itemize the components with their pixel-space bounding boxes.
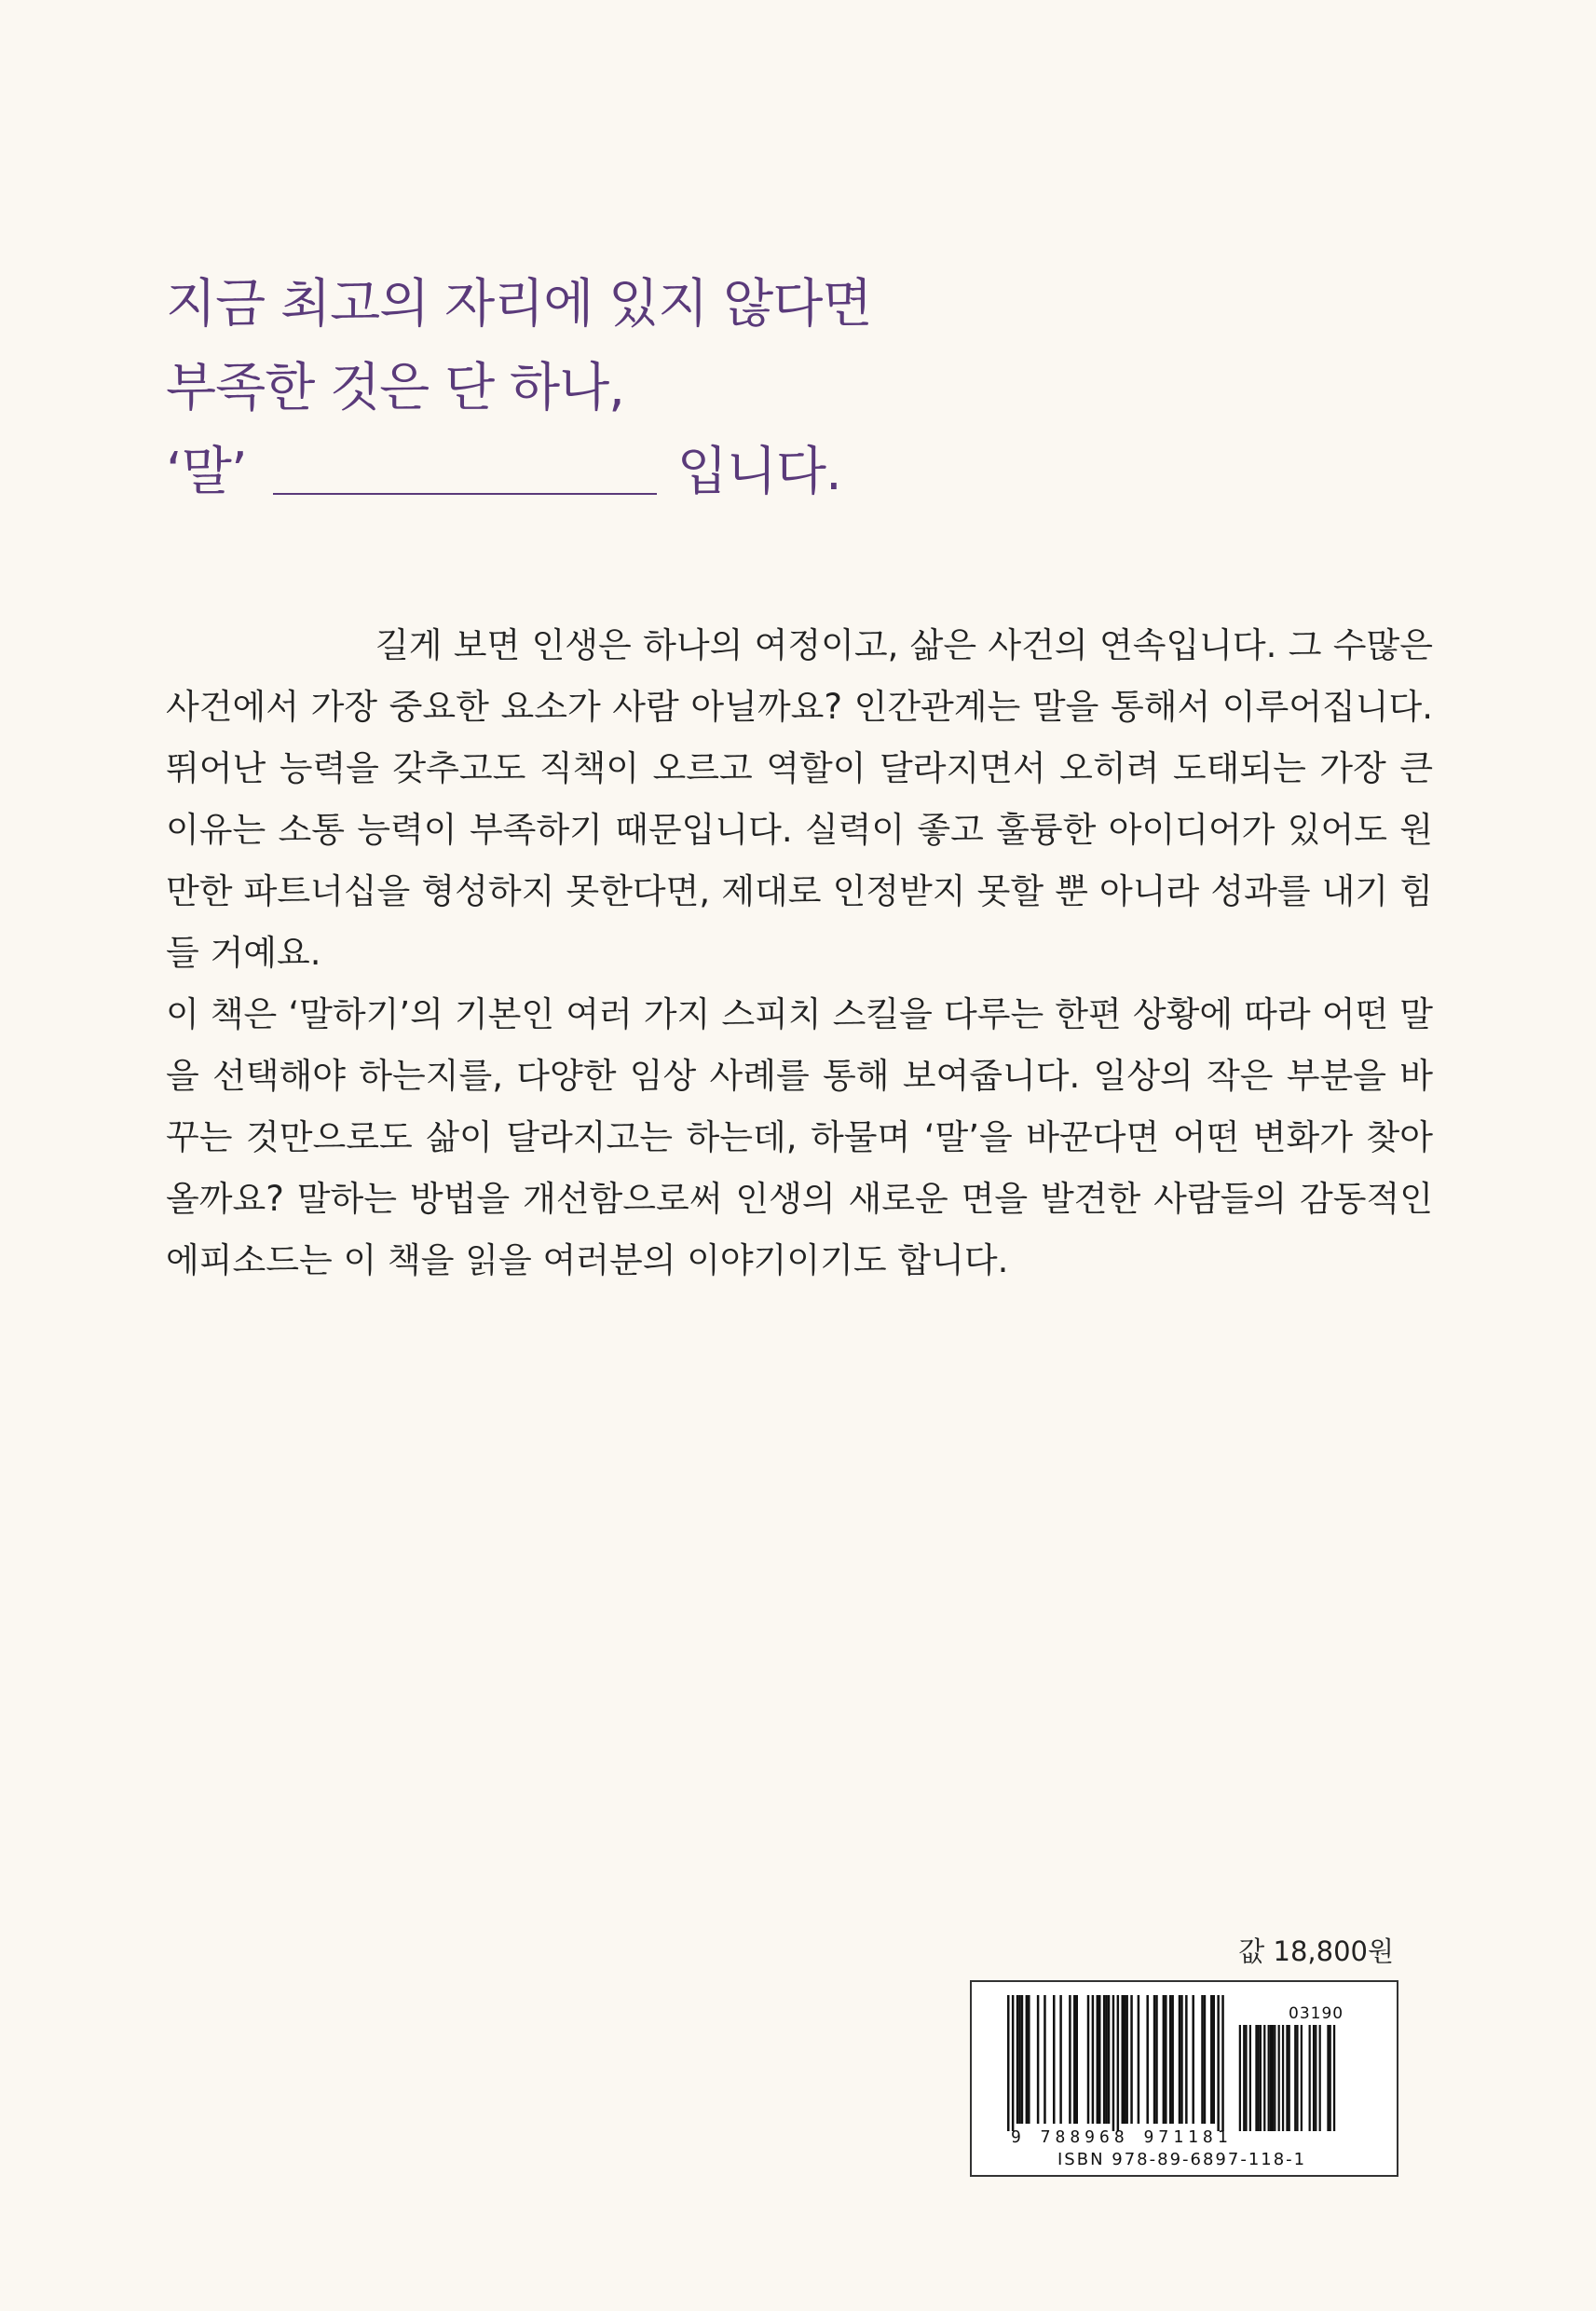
barcode-bar <box>1112 1995 1115 2131</box>
barcode-bar <box>1007 1995 1010 2131</box>
barcode-bar <box>1204 1995 1207 2124</box>
blurb-text <box>166 615 1433 1292</box>
barcode-bar <box>1069 1995 1071 2124</box>
barcode-bar <box>1201 1995 1204 2124</box>
barcode-addon-bar <box>1309 2025 1311 2131</box>
barcode-addon-bar <box>1263 2025 1265 2131</box>
barcode-addon-bar <box>1286 2025 1288 2131</box>
headline-line-1: 지금 최고의 자리에 있지 않다면 <box>166 274 872 335</box>
barcode-bar <box>1122 1995 1125 2124</box>
barcode-bar <box>1092 1995 1095 2124</box>
blurb-line: 사건에서 가장 중요한 요소가 사람 아닐까요? 인간관계는 말을 통해서 이루어집니다. <box>166 687 1433 727</box>
blurb-line: 만한 파트너십을 형성하지 못한다면, 제대로 인정받지 못할 뿐 아니라 성과를 내기 힘 <box>166 871 1433 911</box>
barcode-bar <box>1125 1995 1128 2124</box>
barcode-bar <box>1097 1995 1099 2124</box>
barcode-bar <box>1018 1995 1021 2124</box>
barcode-addon-bar <box>1296 2025 1298 2131</box>
blurb-line: 이 책은 ‘말하기’의 기본인 여러 가지 스피치 스킬을 다루는 한편 상황에 따라 어떤 말 <box>166 994 1433 1034</box>
barcode-bar <box>1221 1995 1224 2131</box>
barcode-bar <box>1169 1995 1172 2124</box>
barcode-bar <box>1138 1995 1140 2124</box>
barcode-bar <box>1073 1995 1076 2124</box>
barcode-bar <box>1217 1995 1220 2131</box>
barcode-addon-bar <box>1327 2025 1329 2131</box>
blurb-line: 뛰어난 능력을 갖추고도 직책이 오르고 역할이 달라지면서 오히려 도태되는 가장 큰 <box>166 748 1433 788</box>
barcode-bar <box>1185 1995 1188 2124</box>
barcode-addon-bar <box>1243 2025 1245 2131</box>
blurb-line: 을 선택해야 하는지를, 다양한 임상 사례를 통해 보여줍니다. 일상의 작은 부분을 바 <box>166 1056 1433 1096</box>
blurb-line: 꾸는 것만으로도 삶이 달라지고는 하는데, 하물며 ‘말’을 바꾼다면 어떤 변화가 찾아 <box>166 1117 1433 1157</box>
barcode-bar <box>1053 1995 1056 2124</box>
barcode-addon-bar <box>1301 2025 1303 2131</box>
barcode-addon-bar <box>1249 2025 1251 2131</box>
barcode-addon-bar <box>1260 2025 1262 2131</box>
barcode-bar <box>1021 1995 1024 2124</box>
barcode-addon-bar <box>1239 2025 1241 2131</box>
barcode-addon-bar <box>1255 2025 1257 2131</box>
barcode-addon-bar <box>1330 2025 1331 2131</box>
barcode-main-digits: 9 788968 971181 <box>1011 2127 1233 2147</box>
barcode-bar <box>1016 1995 1019 2124</box>
barcode-addon-digits: 03190 <box>1289 2004 1344 2023</box>
barcode-addon-bar <box>1270 2025 1272 2131</box>
barcode-bar <box>1098 1995 1101 2124</box>
blurb-line: 올까요? 말하는 방법을 개선함으로써 인생의 새로운 면을 발견한 사람들의 감동적인 <box>166 1179 1433 1219</box>
blurb-line: 길게 보면 인생은 하나의 여정이고, 삶은 사건의 연속입니다. 그 수많은 <box>375 625 1433 665</box>
barcode-addon-bar <box>1274 2025 1275 2131</box>
barcode-addon-bar <box>1268 2025 1270 2131</box>
headline-quote-word: ‘말’ <box>166 442 247 502</box>
blurb-line: 에피소드는 이 책을 읽을 여러분의 이야기이기도 합니다. <box>166 1240 1009 1280</box>
barcode-bar <box>1108 1995 1111 2124</box>
barcode-bar <box>1105 1995 1108 2124</box>
barcode-addon-bar <box>1272 2025 1274 2131</box>
isbn-text: ISBN 978-89-6897-118-1 <box>1057 2150 1307 2169</box>
barcode-bar <box>1076 1995 1079 2124</box>
barcode-bar <box>1103 1995 1106 2124</box>
barcode-bar <box>1130 1995 1133 2124</box>
isbn-barcode <box>970 1980 1398 2177</box>
barcode-bar <box>1059 1995 1062 2124</box>
barcode-addon-bar <box>1319 2025 1321 2131</box>
headline-line-3-end: 입니다. <box>676 442 841 502</box>
barcode-bar <box>1026 1995 1029 2124</box>
barcode-bar <box>1180 1995 1183 2124</box>
barcode-bar <box>1087 1995 1090 2124</box>
barcode-bar <box>1124 1995 1126 2124</box>
barcode-bar <box>1146 1995 1149 2124</box>
headline <box>166 263 1284 514</box>
barcode-bar <box>1210 1995 1213 2124</box>
barcode-addon-bar <box>1282 2025 1284 2131</box>
barcode-bar <box>1037 1995 1040 2124</box>
barcode-bar <box>1028 1995 1030 2124</box>
blurb-line: 이유는 소통 능력이 부족하기 때문입니다. 실력이 좋고 훌륭한 아이디어가 있어도 원 <box>166 810 1433 850</box>
barcode-bar <box>1155 1995 1158 2124</box>
barcode-addon-bar <box>1294 2025 1296 2131</box>
barcode-addon-bar <box>1313 2025 1315 2131</box>
barcode-bar <box>1153 1995 1156 2124</box>
barcode-addon-bar <box>1258 2025 1260 2131</box>
barcode-bar <box>1044 1995 1046 2124</box>
barcode-addon-bar <box>1333 2025 1335 2131</box>
barcode-addon-bar <box>1315 2025 1316 2131</box>
headline-line-2: 부족한 것은 단 하나, <box>166 358 624 418</box>
barcode-addon-bar <box>1289 2025 1290 2131</box>
barcode-addon-bar <box>1245 2025 1247 2131</box>
blurb-line: 들 거예요. <box>166 933 321 973</box>
barcode-bar <box>1012 1995 1015 2131</box>
headline-line-3 <box>166 431 1284 514</box>
barcode-bar <box>1179 1995 1181 2124</box>
barcode-bar <box>1213 1995 1216 2124</box>
barcode-bar <box>1163 1995 1166 2124</box>
barcode-bar <box>1117 1995 1120 2131</box>
barcode-addon-bar <box>1278 2025 1280 2131</box>
price-label: 값 18,800원 <box>1238 1935 1394 1967</box>
barcode-bar <box>1165 1995 1167 2124</box>
barcode-bar <box>1171 1995 1174 2124</box>
headline-blank-rule <box>273 493 657 495</box>
barcode-bar <box>1192 1995 1194 2124</box>
